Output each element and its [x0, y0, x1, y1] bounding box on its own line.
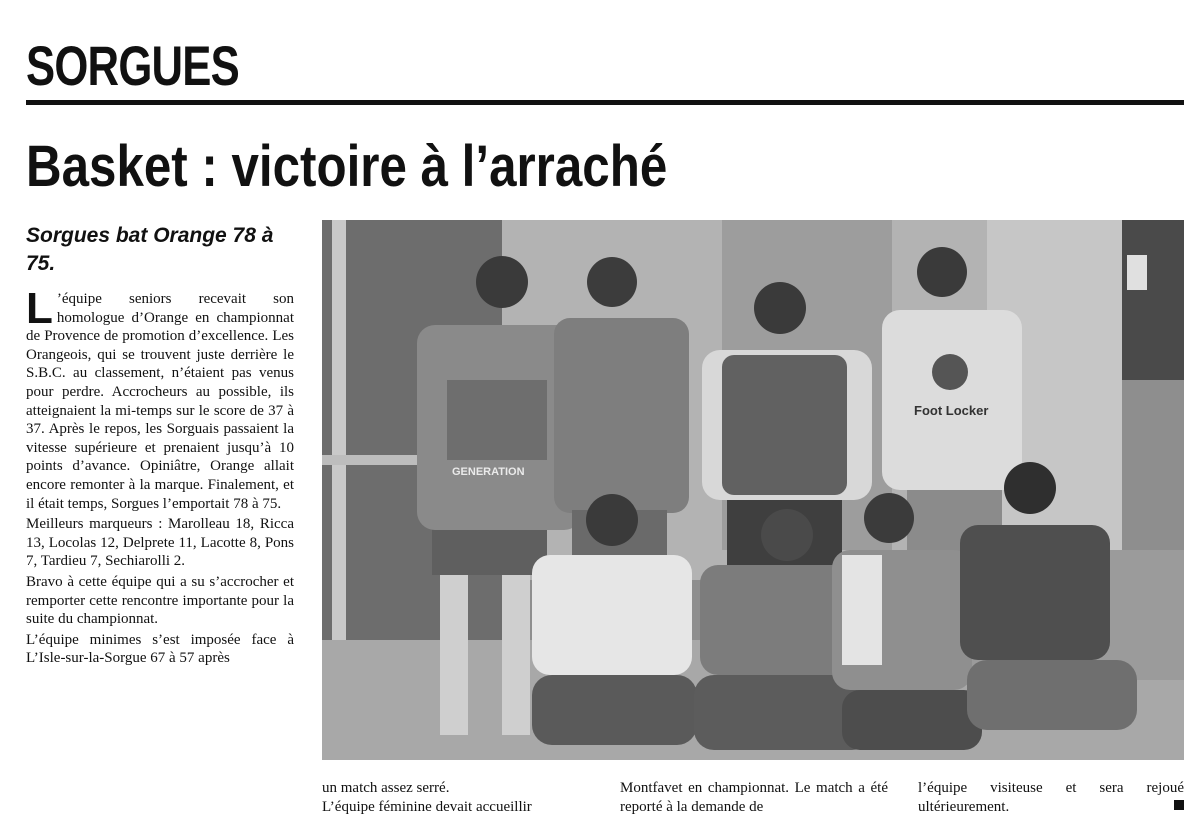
article-subhead: Sorgues bat Orange 78 à 75.: [26, 224, 274, 275]
article-headline: Basket : victoire à l’arraché: [26, 134, 668, 199]
article-column-1: [26, 284, 294, 670]
dropcap: L: [26, 284, 53, 333]
article-col2-line: un match assez serré.: [322, 780, 450, 796]
article-paragraph-1: [26, 284, 294, 513]
article-column-2: [322, 779, 590, 817]
paragraph-1-text: ’équipe seniors recevait son homologue d’Orange en championnat de Provence de promotion d’excellence. Les Orangeois, qui se trouvent juste derrière le S.B.C. au classement, n’étaient pas venus pour perdre. Accrocheurs au possible, ils atteignaient la mi-temps sur le score de 37 à 37. Après le repos, les Sorguais passaient la vitesse supérieure et prenaient jusqu’à 10 points d’avance. Opiniâtre, Orange allait encore remonter à la marque. Finalement, et il était temps, Sorgues l’emportait 78 à 75.: [26, 291, 294, 512]
shirt-text-foot-locker: Foot Locker: [914, 403, 989, 418]
article-column-4: [918, 779, 1184, 817]
article-col4-text: l’équipe visiteuse et sera rejoué ultérieurement.: [918, 780, 1184, 815]
article-col3-text: Montfavet en championnat. Le match a été reporté à la demande de: [620, 780, 888, 815]
article-col2-line-b: L’équipe féminine devait accueillir: [322, 799, 532, 815]
end-of-article-mark: [1174, 800, 1184, 810]
article-paragraph-scorers: Meilleurs marqueurs : Marolleau 18, Ricca 13, Locolas 12, Delprete 11, Lacotte 8, Pons 7, Tardieu 7, Sechiarolli 2.: [26, 516, 294, 570]
article-paragraph-3: Bravo à cette équipe qui a su s’accrocher et remporter cette rencontre importante pour la suite du championnat.: [26, 573, 294, 628]
shirt-text-generation: GENERATION: [452, 466, 525, 478]
article-paragraph-4: L’équipe minimes s’est imposée face à L’Isle-sur-la-Sorgue 67 à 57 après: [26, 631, 294, 667]
section-rule: [26, 100, 1184, 105]
section-title: SORGUES: [26, 34, 239, 97]
team-photo: [322, 220, 1184, 760]
article-column-3: [620, 779, 888, 817]
